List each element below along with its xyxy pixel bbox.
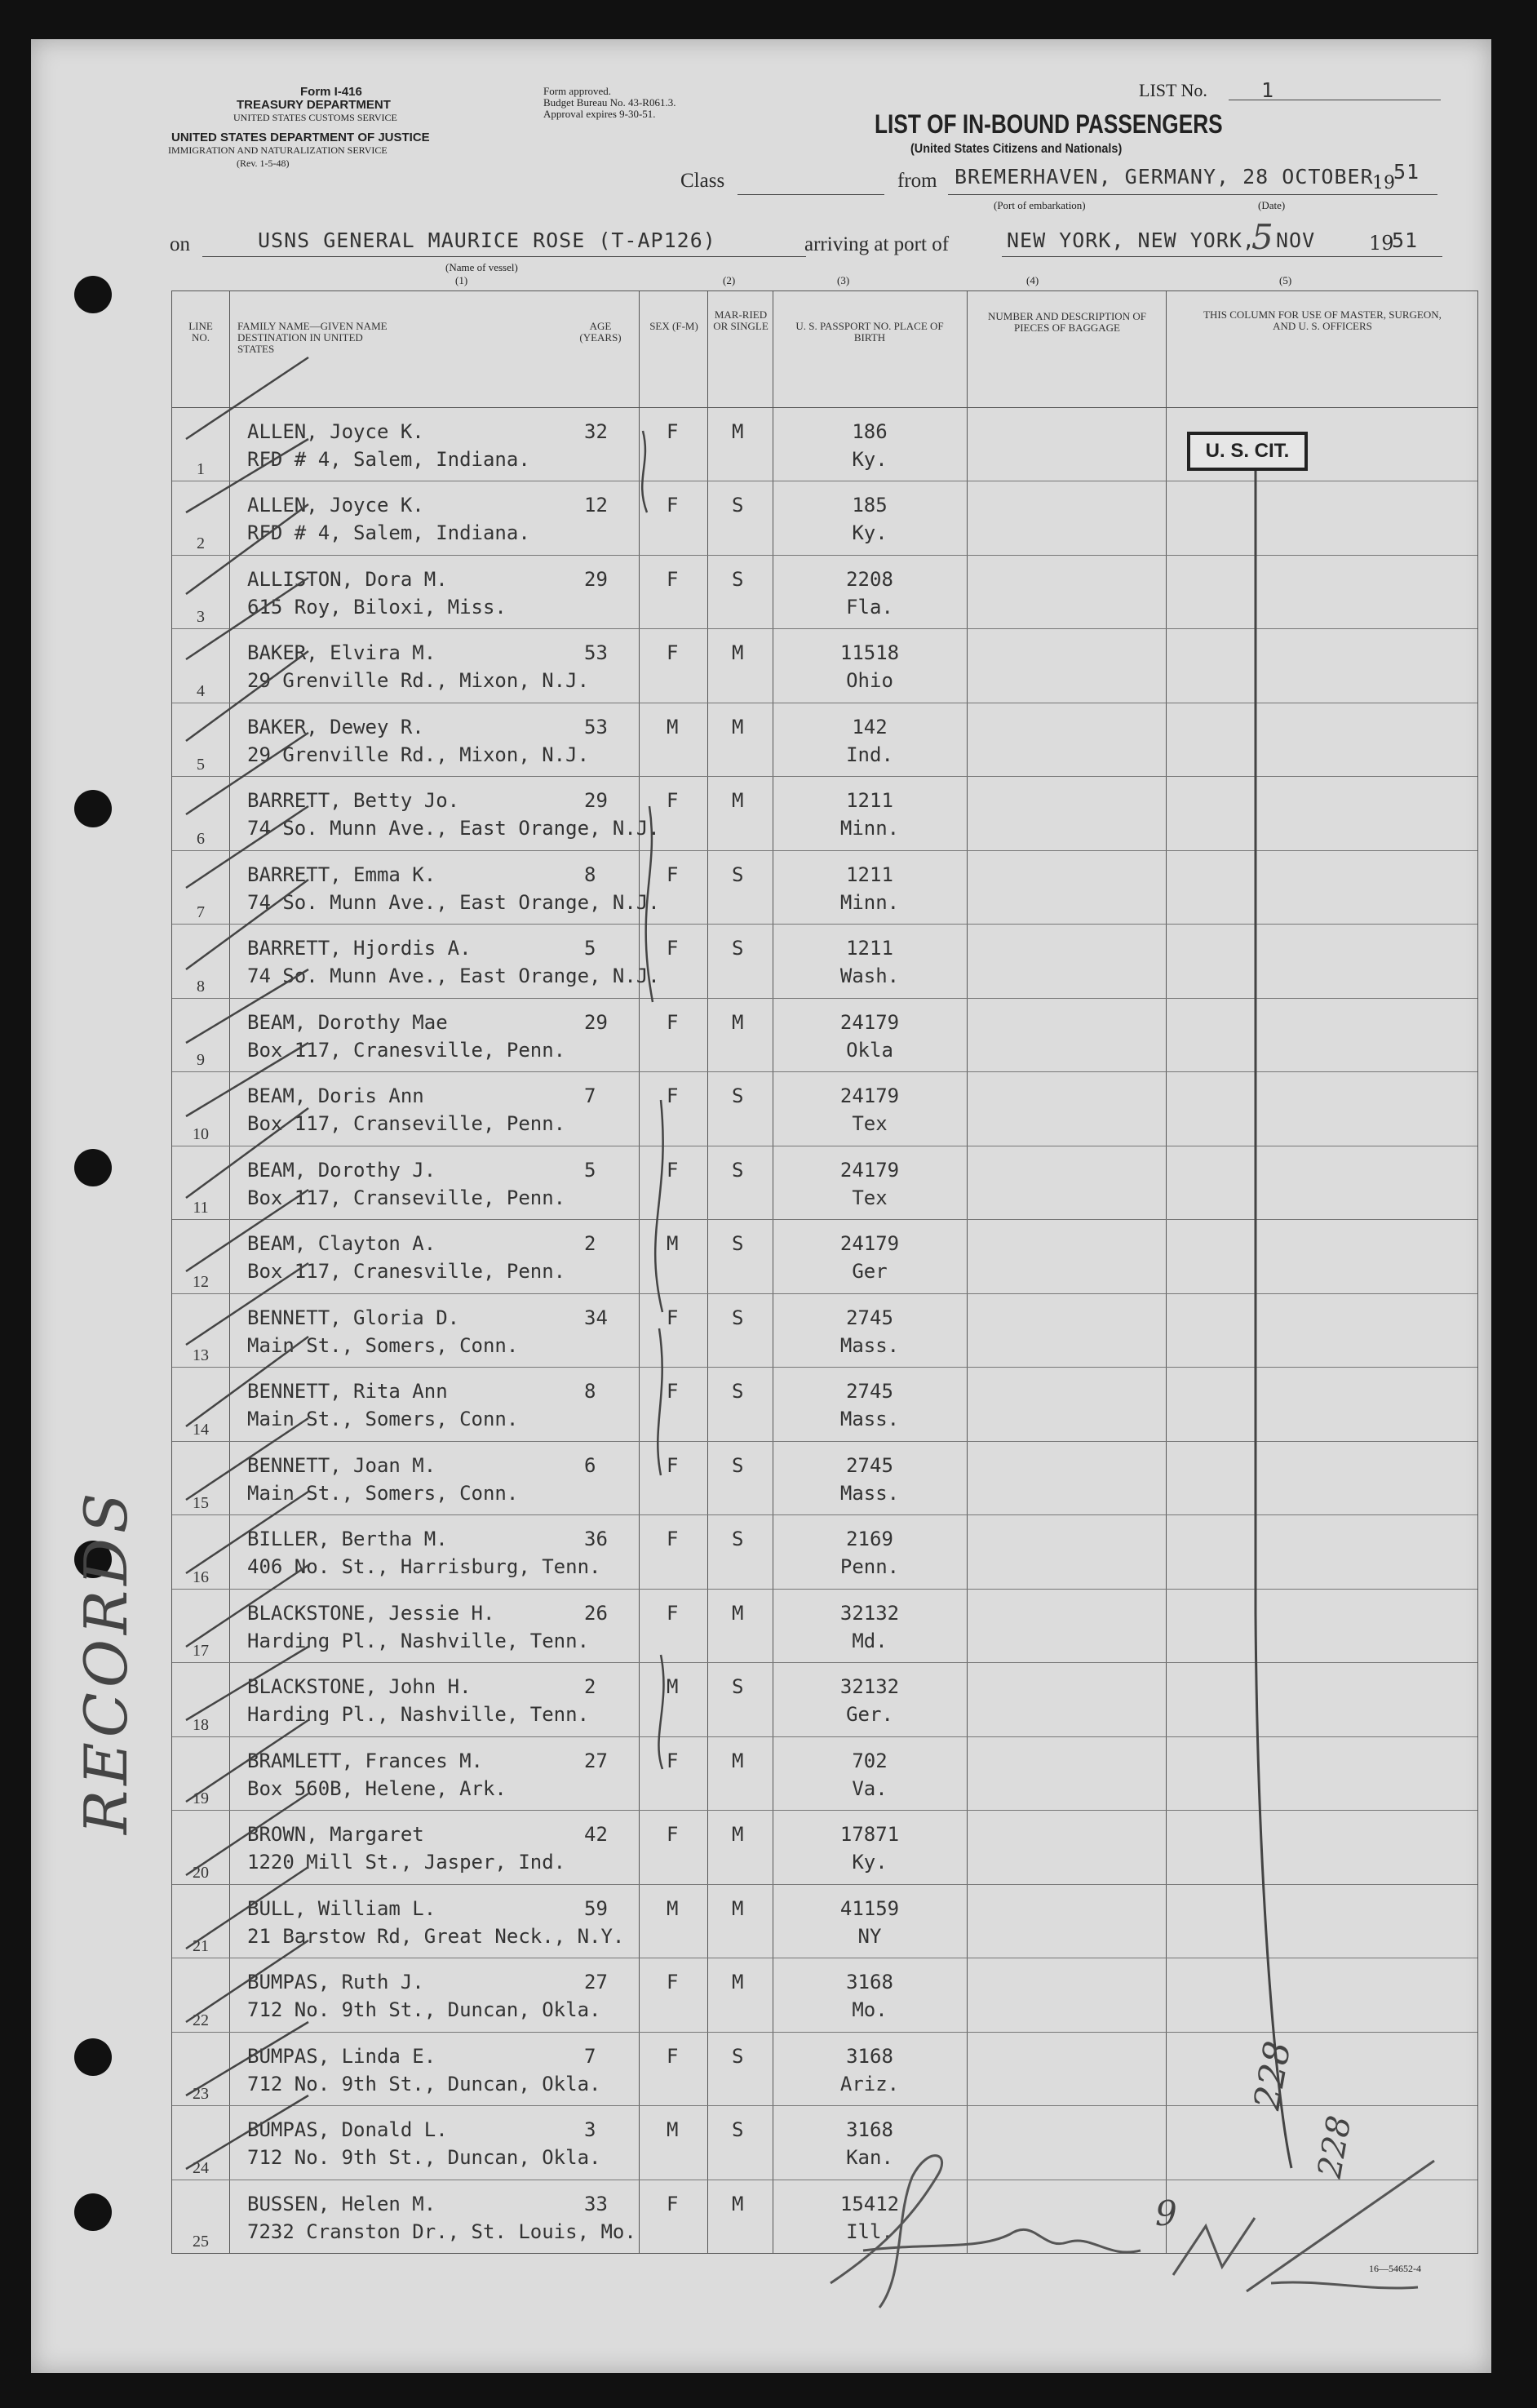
passport-number: 1211 [846, 789, 893, 813]
passport-number: 702 [852, 1749, 888, 1772]
passenger-name: BRAMLETT, Frances M. [247, 1749, 483, 1772]
marital-status: S [732, 1380, 744, 1404]
column-number-5: (5) [1279, 274, 1292, 286]
arriving-label: arriving at port of [804, 233, 950, 255]
place-of-birth: Tex [852, 1186, 888, 1209]
column-number-3: (3) [837, 274, 850, 286]
line-number: 9 [197, 1051, 205, 1070]
passenger-manifest-page [31, 39, 1491, 2373]
passport-number: 3168 [846, 2044, 893, 2068]
line-number: 16 [193, 1568, 209, 1586]
place-of-birth: Penn. [839, 1555, 900, 1579]
passenger-name: ALLEN, Joyce K. [247, 420, 424, 443]
destination: 74 So. Munn Ave., East Orange, N.J. [247, 817, 660, 840]
sex: M [667, 715, 679, 738]
place-of-birth: Mass. [839, 1333, 900, 1357]
passenger-name: ALLEN, Joyce K. [247, 494, 424, 517]
punch-hole [74, 2038, 112, 2076]
passport-number: 186 [852, 420, 888, 443]
document-subtitle: (United States Citizens and Nationals) [910, 142, 1123, 156]
passport-number: 1211 [846, 937, 893, 960]
sex: F [667, 567, 679, 591]
form-number: Form I-416 [300, 85, 362, 99]
sex: F [667, 1971, 679, 1994]
year-suffix-2: 51 [1392, 228, 1419, 252]
destination: 74 So. Munn Ave., East Orange, N.J. [247, 965, 660, 988]
destination: 712 No. 9th St., Duncan, Okla. [247, 1998, 601, 2022]
list-number-label: LIST No. [1139, 80, 1207, 100]
marital-status: S [732, 2118, 744, 2142]
approval-expires: Approval expires 9-30-51. [543, 108, 656, 120]
passenger-name: ALLISTON, Dora M. [247, 567, 448, 591]
passenger-name: BEAM, Clayton A. [247, 1232, 436, 1256]
sex: F [667, 2192, 679, 2215]
sex: F [667, 1084, 679, 1108]
passport-number: 24179 [839, 1158, 900, 1182]
line-number: 11 [193, 1199, 209, 1217]
passenger-name: BUMPAS, Linda E. [247, 2044, 436, 2068]
destination: 21 Barstow Rd, Great Neck., N.Y. [247, 1924, 625, 1948]
age: 12 [584, 494, 608, 517]
passport-number: 32132 [839, 1675, 900, 1699]
marital-status: M [732, 1010, 744, 1034]
destination: Box 117, Cranesville, Penn. [247, 1260, 566, 1284]
sex: F [667, 863, 679, 886]
place-of-birth: Ky. [852, 521, 888, 545]
sex: F [667, 1601, 679, 1625]
us-citizen-stamp [1187, 432, 1308, 471]
passenger-name: BROWN, Margaret [247, 1823, 424, 1847]
place-of-birth: Mass. [839, 1481, 900, 1505]
sex: F [667, 1749, 679, 1772]
passenger-name: BILLER, Bertha M. [247, 1528, 448, 1551]
passport-number: 11518 [839, 641, 900, 665]
sex: M [667, 2118, 679, 2142]
age: 59 [584, 1896, 608, 1920]
age: 32 [584, 420, 608, 443]
destination: 406 No. St., Harrisburg, Tenn. [247, 1555, 601, 1579]
line-number: 19 [193, 1789, 209, 1808]
marital-status: S [732, 937, 744, 960]
sex: F [667, 789, 679, 813]
place-of-birth: Ger. [846, 1703, 893, 1727]
handwritten-note-228: 228 [1246, 2038, 1300, 2113]
destination: 615 Roy, Biloxi, Miss. [247, 595, 507, 619]
age: 42 [584, 1823, 608, 1847]
passenger-name: BUSSEN, Helen M. [247, 2192, 436, 2215]
line-number: 25 [193, 2232, 209, 2251]
line-number: 3 [197, 608, 205, 627]
sex: F [667, 1453, 679, 1477]
age: 36 [584, 1528, 608, 1551]
place-of-birth: Tex [852, 1112, 888, 1136]
punch-hole [74, 790, 112, 827]
marital-status: M [732, 420, 744, 443]
age: 34 [584, 1306, 608, 1329]
line-number: 8 [197, 977, 205, 996]
line-number: 7 [197, 903, 205, 922]
sex: F [667, 937, 679, 960]
destination: Main St., Somers, Conn. [247, 1333, 519, 1357]
line-number: 6 [197, 829, 205, 848]
destination: Main St., Somers, Conn. [247, 1481, 519, 1505]
age: 8 [584, 1380, 596, 1404]
line-number: 13 [193, 1346, 209, 1365]
footer-code: 16—54652-4 [1369, 2263, 1421, 2274]
punch-hole [74, 2193, 112, 2231]
sex: F [667, 1306, 679, 1329]
arrival-line [1002, 256, 1442, 257]
destination: Box 117, Cranesville, Penn. [247, 1038, 566, 1062]
passenger-name: BLACKSTONE, Jessie H. [247, 1601, 495, 1625]
destination: 29 Grenville Rd., Mixon, N.J. [247, 743, 590, 766]
destination: RFD # 4, Salem, Indiana. [247, 521, 530, 545]
line-number: 2 [197, 534, 205, 552]
date-caption: (Date) [1258, 199, 1286, 211]
age: 29 [584, 1010, 608, 1034]
sex: F [667, 1380, 679, 1404]
sex: M [667, 1675, 679, 1699]
column-number-2: (2) [723, 274, 736, 286]
col-header-line: LINE NO. [188, 320, 213, 344]
passenger-name: BUMPAS, Donald L. [247, 2118, 448, 2142]
passport-number: 17871 [839, 1823, 900, 1847]
sex: M [667, 1896, 679, 1920]
passport-number: 2169 [846, 1528, 893, 1551]
passenger-name: BENNETT, Rita Ann [247, 1380, 448, 1404]
checkmarks-name-column [178, 349, 390, 2308]
form-approved: Form approved. [543, 85, 612, 97]
customs-service: UNITED STATES CUSTOMS SERVICE [233, 112, 397, 123]
passport-number: 15412 [839, 2192, 900, 2215]
treasury-dept: TREASURY DEPARTMENT [237, 98, 391, 112]
on-label: on [170, 233, 190, 255]
marital-status: S [732, 494, 744, 517]
passport-number: 3168 [846, 1971, 893, 1994]
column-number-4: (4) [1026, 274, 1039, 286]
marital-status: S [732, 1528, 744, 1551]
vessel-name: USNS GENERAL MAURICE ROSE (T-AP126) [258, 228, 716, 252]
arrival-port: NEW YORK, NEW YORK, [1007, 228, 1256, 252]
col-header-baggage: NUMBER AND DESCRIPTION OF PIECES OF BAGGAGE [988, 310, 1146, 334]
passport-number: 185 [852, 494, 888, 517]
col-header-age: AGE (YEARS) [579, 320, 622, 344]
age: 27 [584, 1749, 608, 1772]
marital-status: M [732, 2192, 744, 2215]
list-number-value: 1 [1261, 78, 1275, 102]
passenger-name: BARRETT, Hjordis A. [247, 937, 472, 960]
passenger-name: BENNETT, Joan M. [247, 1453, 436, 1477]
marital-status: S [732, 567, 744, 591]
passenger-name: BAKER, Dewey R. [247, 715, 424, 738]
age: 2 [584, 1232, 596, 1256]
sex: F [667, 1158, 679, 1182]
age: 53 [584, 715, 608, 738]
place-of-birth: Ky. [852, 1851, 888, 1874]
passport-number: 32132 [839, 1601, 900, 1625]
year-suffix: 51 [1393, 160, 1420, 184]
inspector-signature [814, 2128, 1451, 2324]
passenger-name: BEAM, Doris Ann [247, 1084, 424, 1108]
col-header-officers: THIS COLUMN FOR USE OF MASTER, SURGEON, AND U. S. OFFICERS [1203, 308, 1442, 332]
passenger-name: BEAM, Dorothy J. [247, 1158, 436, 1182]
place-of-birth: Kan. [846, 2146, 893, 2170]
place-of-birth: Minn. [839, 890, 900, 914]
marital-status: S [732, 1084, 744, 1108]
sex: M [667, 1232, 679, 1256]
sex: F [667, 494, 679, 517]
line-number: 20 [193, 1863, 209, 1882]
ditto-line [1225, 471, 1355, 2233]
from-line [948, 194, 1437, 195]
place-of-birth: Ill. [846, 2220, 893, 2243]
marital-status: S [732, 1306, 744, 1329]
sex: F [667, 2044, 679, 2068]
line-number: 23 [193, 2085, 209, 2104]
place-of-birth: Okla [846, 1038, 893, 1062]
destination: Main St., Somers, Conn. [247, 1408, 519, 1431]
marital-status: S [732, 863, 744, 886]
line-number: 5 [197, 756, 205, 774]
passport-number: 3168 [846, 2118, 893, 2142]
ins-service: IMMIGRATION AND NATURALIZATION SERVICE [168, 144, 388, 156]
marital-status: M [732, 641, 744, 665]
sex: F [667, 641, 679, 665]
budget-bureau: Budget Bureau No. 43-R061.3. [543, 96, 676, 109]
destination: Harding Pl., Nashville, Tenn. [247, 1703, 590, 1727]
family-brackets [602, 415, 700, 1802]
place-of-birth: Ind. [846, 743, 893, 766]
marital-status: M [732, 1896, 744, 1920]
form-revision: (Rev. 1-5-48) [237, 157, 290, 169]
age: 5 [584, 937, 596, 960]
place-of-birth: Ger [852, 1260, 888, 1284]
sex: F [667, 1010, 679, 1034]
line-number: 24 [193, 2158, 209, 2177]
marital-status: S [732, 1675, 744, 1699]
marital-status: M [732, 1823, 744, 1847]
passenger-name: BLACKSTONE, John H. [247, 1675, 472, 1699]
age: 33 [584, 2192, 608, 2215]
age: 8 [584, 863, 596, 886]
marital-status: M [732, 1601, 744, 1625]
place-of-birth: NY [857, 1924, 882, 1948]
destination: 712 No. 9th St., Duncan, Okla. [247, 2146, 601, 2170]
handwritten-note-228-b: 228 [1310, 2113, 1359, 2181]
passenger-name: BEAM, Dorothy Mae [247, 1010, 448, 1034]
marital-status: S [732, 2044, 744, 2068]
passport-number: 2745 [846, 1453, 893, 1477]
line-number: 4 [197, 681, 205, 700]
passport-number: 2745 [846, 1306, 893, 1329]
line-number: 1 [197, 460, 205, 479]
passport-number: 2208 [846, 567, 893, 591]
marital-status: M [732, 1749, 744, 1772]
marital-status: M [732, 715, 744, 738]
vessel-caption: (Name of vessel) [445, 261, 518, 273]
marital-status: M [732, 789, 744, 813]
justice-dept: UNITED STATES DEPARTMENT OF JUSTICE [171, 131, 430, 144]
age: 53 [584, 641, 608, 665]
passport-number: 2745 [846, 1380, 893, 1404]
sex: F [667, 1528, 679, 1551]
class-label: Class [680, 170, 725, 192]
place-of-birth: Ohio [846, 669, 893, 693]
place-of-birth: Wash. [839, 965, 900, 988]
line-number: 14 [193, 1420, 209, 1439]
passenger-name: BAKER, Elvira M. [247, 641, 436, 665]
col-header-sex: SEX (F-M) [649, 320, 698, 332]
destination: Box 117, Cranseville, Penn. [247, 1112, 566, 1136]
place-of-birth: Md. [852, 1629, 888, 1652]
destination: 1220 Mill St., Jasper, Ind. [247, 1851, 566, 1874]
passport-number: 24179 [839, 1084, 900, 1108]
destination: RFD # 4, Salem, Indiana. [247, 448, 530, 471]
passenger-name: BENNETT, Gloria D. [247, 1306, 460, 1329]
marital-status: S [732, 1158, 744, 1182]
destination: 29 Grenville Rd., Mixon, N.J. [247, 669, 590, 693]
passport-number: 24179 [839, 1010, 900, 1034]
passenger-name: BARRETT, Emma K. [247, 863, 436, 886]
port-caption: (Port of embarkation) [994, 199, 1086, 211]
vessel-line [202, 256, 806, 257]
destination: 74 So. Munn Ave., East Orange, N.J. [247, 890, 660, 914]
passenger-name: BARRETT, Betty Jo. [247, 789, 460, 813]
place-of-birth: Va. [852, 1776, 888, 1800]
marital-status: M [732, 1971, 744, 1994]
destination: 7232 Cranston Dr., St. Louis, Mo. [247, 2220, 636, 2243]
destination: Box 117, Cranseville, Penn. [247, 1186, 566, 1209]
age: 7 [584, 2044, 596, 2068]
stamp-text: U. S. CIT. [1205, 440, 1290, 462]
passport-number: 1211 [846, 863, 893, 886]
place-of-birth: Minn. [839, 817, 900, 840]
passenger-name: BULL, William L. [247, 1896, 436, 1920]
punch-hole [74, 276, 112, 313]
passenger-name: BUMPAS, Ruth J. [247, 1971, 424, 1994]
embarkation-port-date: BREMERHAVEN, GERMANY, 28 OCTOBER [955, 165, 1374, 188]
age: 29 [584, 567, 608, 591]
records-handwriting: RECORDS [72, 1488, 140, 1834]
age: 6 [584, 1453, 596, 1477]
class-line [737, 194, 884, 195]
column-number-1: (1) [455, 274, 468, 286]
marital-status: S [732, 1453, 744, 1477]
line-number: 22 [193, 2011, 209, 2029]
passport-number: 41159 [839, 1896, 900, 1920]
age: 7 [584, 1084, 596, 1108]
age: 26 [584, 1601, 608, 1625]
line-number: 10 [193, 1124, 209, 1143]
line-number: 17 [193, 1642, 209, 1661]
age: 27 [584, 1971, 608, 1994]
handwritten-initial: 9 [1155, 2193, 1177, 2233]
marital-status: S [732, 1232, 744, 1256]
age: 3 [584, 2118, 596, 2142]
punch-hole [74, 1149, 112, 1186]
destination: 712 No. 9th St., Duncan, Okla. [247, 2072, 601, 2095]
destination: Box 560B, Helene, Ark. [247, 1776, 507, 1800]
line-number: 21 [193, 1937, 209, 1956]
place-of-birth: Fla. [846, 595, 893, 619]
sex: F [667, 420, 679, 443]
document-title: LIST OF IN-BOUND PASSENGERS [875, 109, 1223, 139]
arrival-day: 5 [1251, 217, 1273, 257]
age: 2 [584, 1675, 596, 1699]
from-label: from [897, 170, 937, 192]
line-number: 18 [193, 1715, 209, 1734]
year-prefix: 19 [1372, 173, 1395, 193]
place-of-birth: Mo. [852, 1998, 888, 2022]
place-of-birth: Ariz. [839, 2072, 900, 2095]
passport-number: 24179 [839, 1232, 900, 1256]
age: 29 [584, 789, 608, 813]
destination: Harding Pl., Nashville, Tenn. [247, 1629, 590, 1652]
sex: F [667, 1823, 679, 1847]
place-of-birth: Ky. [852, 448, 888, 471]
passport-number: 142 [852, 715, 888, 738]
arrival-month: NOV [1276, 228, 1316, 252]
line-number: 12 [193, 1272, 209, 1291]
col-header-passport: U. S. PASSPORT NO. PLACE OF BIRTH [795, 320, 944, 344]
col-header-name: FAMILY NAME—GIVEN NAME DESTINATION IN UNITED STATES [237, 320, 388, 355]
place-of-birth: Mass. [839, 1408, 900, 1431]
col-header-married: MAR-RIED OR SINGLE [713, 308, 768, 332]
age: 5 [584, 1158, 596, 1182]
year-prefix-2: 19 [1369, 232, 1394, 255]
line-number: 15 [193, 1494, 209, 1513]
